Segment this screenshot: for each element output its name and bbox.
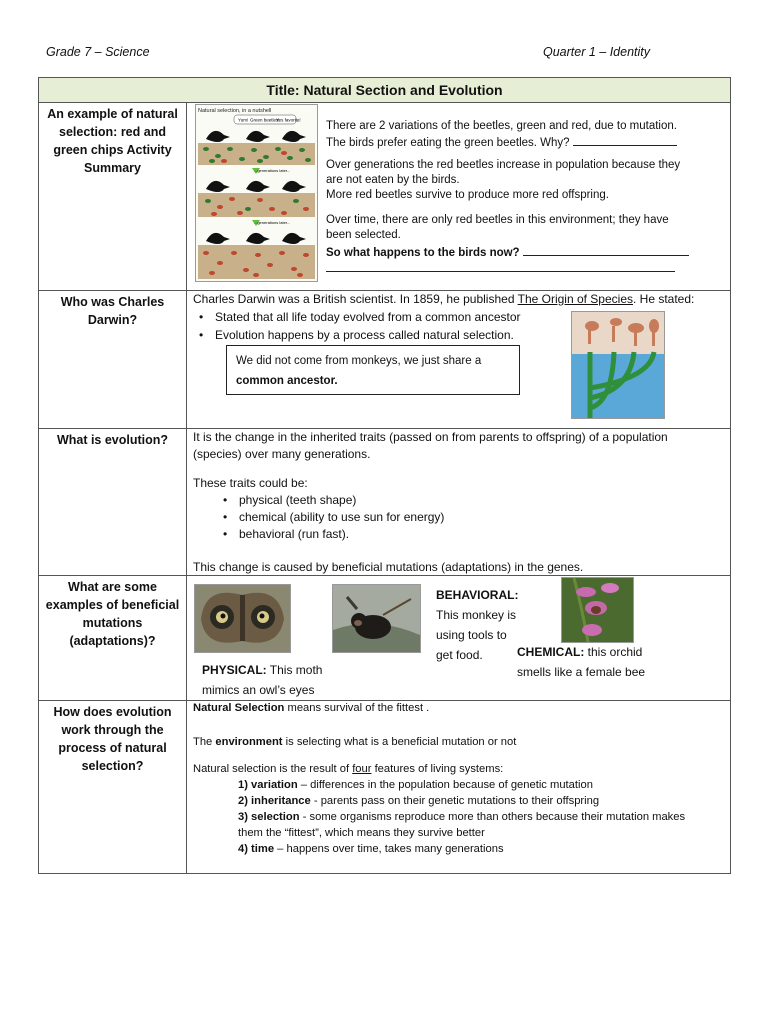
page-title: Title: Natural Section and Evolution — [39, 78, 730, 103]
darwin-bullet-1: • Stated that all life today evolved from a common ancestor — [193, 308, 521, 326]
feature-selection-text: - some organisms reproduce more than others because their mutation makes — [299, 811, 686, 823]
evolution-tree-image — [571, 311, 665, 419]
answer-blank-why[interactable] — [573, 135, 677, 146]
features-rest: features of living systems: — [371, 763, 504, 775]
figure-caption: Natural selection, in a nutshell — [198, 108, 272, 114]
book-title: The Origin of Species — [517, 292, 633, 306]
trait-physical: • physical (teeth shape) — [217, 492, 444, 509]
header-right: Quarter 1 – Identity — [543, 45, 651, 59]
bubble-text-left: Yum! — [238, 117, 249, 123]
row-natural-selection-example — [39, 103, 730, 291]
behavioral-text-2: using tools to — [436, 628, 507, 642]
answer-blank-birds-1[interactable] — [523, 245, 689, 256]
answer-what-is-evolution — [187, 429, 730, 575]
darwin-bullets — [193, 308, 521, 344]
behavioral-text-1: This monkey is — [436, 608, 517, 622]
birds-prefer-text — [326, 135, 677, 149]
question-adaptation-examples: What are some examples of beneficial mutations (adaptations)? — [39, 576, 187, 700]
traits-intro: These traits could be: — [193, 476, 308, 490]
environment-text — [193, 736, 516, 748]
natural-selection-term: Natural Selection — [193, 702, 285, 714]
question-evolution-process: How does evolution work through the process of natural selection? — [39, 701, 187, 873]
feature-inheritance-text: - parents pass on their genetic mutations to their offspring — [310, 795, 600, 807]
birds-now-question — [326, 245, 689, 259]
question-what-is-evolution: What is evolution? — [39, 429, 187, 575]
features-pre: Natural selection is the result of — [193, 763, 353, 775]
answer-evolution-process — [187, 701, 730, 873]
row-charles-darwin — [39, 291, 730, 429]
feature-time-text: – happens over time, takes many generations — [274, 843, 504, 855]
soil-panel-1 — [198, 143, 315, 165]
environment-pre: The — [193, 736, 216, 748]
darwin-intro-b: . He stated: — [633, 292, 695, 306]
generations-text-1: Over generations the red beetles increase in population because they — [326, 159, 681, 171]
over-time-text-2: been selected. — [326, 229, 401, 241]
monkey-tool-image — [332, 584, 421, 653]
beetle-illustration-drawing — [196, 105, 317, 281]
row-what-is-evolution — [39, 429, 730, 576]
behavioral-caption — [436, 585, 518, 665]
birds-row-2 — [206, 181, 306, 192]
beetle-variations-text: There are 2 variations of the beetles, green and red, due to mutation. — [326, 120, 677, 132]
birds-prefer-question: The birds prefer eating the green beetles. Why? — [326, 137, 573, 149]
physical-text-2: mimics an owl’s eyes — [202, 683, 315, 697]
feature-variation-text: – differences in the population because of genetic mutation — [297, 779, 593, 791]
environment-term: environment — [215, 736, 283, 748]
trait-behavioral: • behavioral (run fast). — [217, 526, 444, 543]
answer-natural-selection-example — [187, 103, 730, 290]
feature-selection-term: 3) selection — [238, 811, 300, 823]
feature-variation — [238, 779, 593, 791]
box-line-1: We did not come from monkeys, we just share a — [236, 355, 482, 367]
bubble-text-right: Yes favorite! — [276, 117, 301, 123]
row-adaptation-examples — [39, 576, 730, 701]
question-natural-selection-example: An example of natural selection: red and green chips Activity Summary — [39, 103, 187, 290]
darwin-intro — [193, 292, 694, 306]
physical-caption — [202, 660, 322, 700]
behavioral-text-3: get food. — [436, 648, 483, 662]
evolution-tree-drawing — [572, 312, 664, 418]
box-line-2: common ancestor. — [236, 375, 338, 387]
environment-rest: is selecting what is a beneficial mutation or not — [282, 736, 517, 748]
features-four: four — [352, 763, 372, 775]
feature-variation-term: 1) variation — [238, 779, 298, 791]
row-evolution-process — [39, 701, 730, 873]
chemical-caption — [517, 642, 645, 682]
answer-adaptation-examples — [187, 576, 730, 700]
evolution-definition-1: It is the change in the inherited traits (passed on from parents to offspring) of a population — [193, 430, 668, 444]
beneficial-mutations-text: This change is caused by beneficial mutations (adaptations) in the genes. — [193, 560, 584, 574]
natural-selection-meaning: means survival of the fittest . — [284, 702, 430, 714]
feature-inheritance-term: 2) inheritance — [238, 795, 311, 807]
orchid-drawing — [562, 578, 633, 642]
trait-chemical: • chemical (ability to use sun for energy) — [217, 509, 444, 526]
owl-moth-image — [194, 584, 291, 653]
physical-label: PHYSICAL: — [202, 663, 267, 677]
physical-text-1: This moth — [266, 663, 323, 677]
feature-selection-cont: them the “fittest”, which means they survive better — [238, 827, 485, 839]
four-features-text — [193, 763, 503, 775]
darwin-bullet-2: • Evolution happens by a process called natural selection. — [193, 326, 521, 344]
header-left: Grade 7 – Science — [46, 45, 150, 59]
birds-now-text: So what happens to the birds now? — [326, 247, 523, 259]
traits-list — [217, 492, 444, 543]
common-ancestor-box — [226, 345, 520, 395]
question-charles-darwin: Who was Charles Darwin? — [39, 291, 187, 428]
generations-label-1: ...generations later... — [254, 168, 291, 173]
owl-moth-drawing — [195, 585, 290, 652]
orchid-image — [561, 577, 634, 643]
feature-inheritance — [238, 795, 599, 807]
natural-selection-definition — [193, 702, 429, 714]
bubble-text-middle: Green beetles! — [250, 117, 280, 123]
feature-selection — [238, 811, 685, 823]
chemical-label: CHEMICAL: — [517, 645, 585, 659]
generations-text-2: are not eaten by the birds. — [326, 174, 460, 186]
behavioral-label: BEHAVIORAL: — [436, 588, 519, 602]
answer-line-2-wrapper — [326, 261, 675, 275]
feature-time — [238, 843, 504, 855]
worksheet-table — [38, 77, 731, 874]
chemical-text-1: this orchid — [584, 645, 643, 659]
evolution-definition-2: (species) over many generations. — [193, 447, 371, 461]
answer-blank-birds-2[interactable] — [326, 261, 675, 272]
answer-charles-darwin — [187, 291, 730, 428]
chemical-text-2: smells like a female bee — [517, 665, 646, 679]
generations-label-2: ...generations later... — [254, 220, 291, 225]
darwin-intro-a: Charles Darwin was a British scientist. In 1859, he published — [193, 292, 518, 306]
beetle-illustration — [195, 104, 318, 282]
survive-text: More red beetles survive to produce more red offspring. — [326, 189, 609, 201]
monkey-tool-drawing — [333, 585, 420, 652]
birds-row-1 — [206, 131, 306, 142]
over-time-text-1: Over time, there are only red beetles in this environment; they have — [326, 214, 669, 226]
feature-time-term: 4) time — [238, 843, 275, 855]
birds-row-3 — [206, 233, 306, 244]
